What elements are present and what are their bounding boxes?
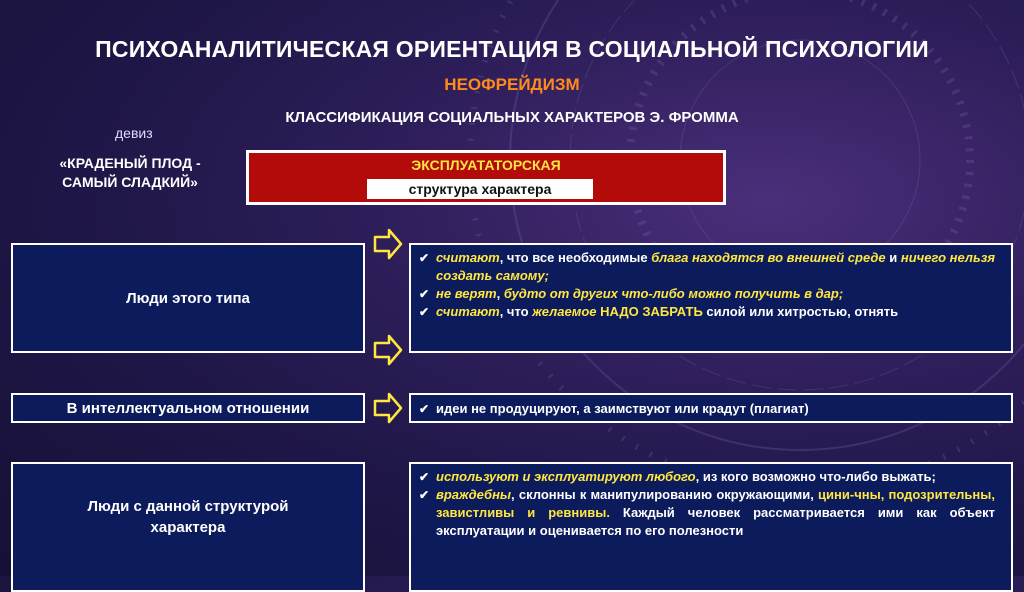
motto xyxy=(30,154,230,192)
row-label-box xyxy=(11,243,365,353)
list-item: ✔ идеи не продуцируют, а заимствуют или крадут (плагиат) xyxy=(419,401,809,416)
list-item: ✔ считают, что все необходимые блага находятся во внешней среде и ничего нельзя создать самому; xyxy=(419,250,995,283)
arrow-right-icon xyxy=(373,392,403,424)
check-icon: ✔ xyxy=(419,305,430,319)
check-icon: ✔ xyxy=(419,287,430,301)
row-label-box xyxy=(11,462,365,592)
arrow-right-icon xyxy=(373,334,403,366)
row-label-line-1: Люди с данной структурой xyxy=(87,498,289,515)
row-description-box xyxy=(409,462,1013,592)
check-icon: ✔ xyxy=(419,251,430,265)
motto-line-2: САМЫЙ СЛАДКИЙ» xyxy=(62,174,198,190)
row-label-box xyxy=(11,393,365,423)
check-icon: ✔ xyxy=(419,402,430,416)
list-item: ✔ враждебны, склонны к манипулированию окружающими, цини-чны, подозрительны, завистливы и ревнивы. Каждый человек рассматривается ими как объект эксплуатации и оценивается по его полезности xyxy=(419,487,995,538)
motto-line-1: «КРАДЕНЫЙ ПЛОД - xyxy=(59,155,201,171)
arrow-right-icon xyxy=(373,228,403,260)
row-label: Люди этого типа xyxy=(126,289,250,307)
header-title: ЭКСПЛУАТАТОРСКАЯ xyxy=(411,157,561,173)
row-label: В интеллектуальном отношении xyxy=(66,399,310,417)
motto-label: девиз xyxy=(115,125,153,141)
classification-heading: КЛАССИФИКАЦИЯ СОЦИАЛЬНЫХ ХАРАКТЕРОВ Э. ФРОММА xyxy=(285,109,739,126)
list-item: ✔ используют и эксплуатируют любого, из кого возможно что-либо выжать; xyxy=(419,469,936,484)
row-label-line-2: характера xyxy=(150,519,226,536)
page-title: ПСИХОАНАЛИТИЧЕСКАЯ ОРИЕНТАЦИЯ В СОЦИАЛЬНОЙ ПСИХОЛОГИИ xyxy=(95,36,929,62)
check-icon: ✔ xyxy=(419,488,430,502)
header-subtitle: структура характера xyxy=(408,181,552,197)
check-icon: ✔ xyxy=(419,470,430,484)
page-subtitle: НЕОФРЕЙДИЗМ xyxy=(444,75,580,94)
row-description-box xyxy=(409,393,1013,423)
list-item: ✔ считают, что желаемое НАДО ЗАБРАТЬ силой или хитростью, отнять xyxy=(419,304,899,319)
list-item: ✔ не верят, будто от других что-либо можно получить в дар; xyxy=(419,286,844,301)
row-description-box xyxy=(409,243,1013,353)
